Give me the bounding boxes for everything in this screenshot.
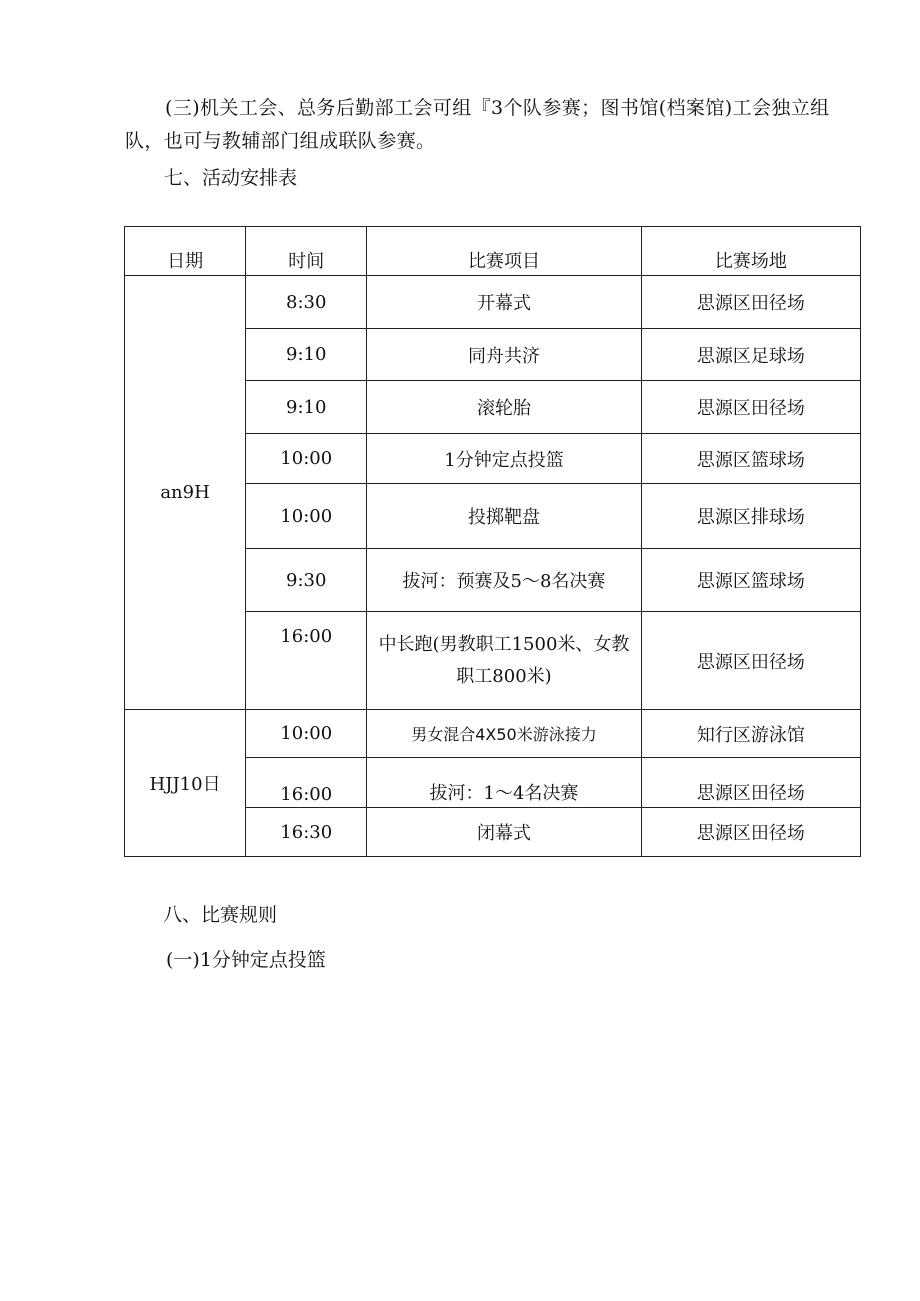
- header-date: 日期: [125, 227, 246, 276]
- time-cell: 9:10: [246, 381, 367, 434]
- paragraph-union-teams: (三)机关工会、总务后勤部工会可组『3个队参赛；图书馆(档案馆)工会独立组队，也可与教辅部门组成联队参赛。: [125, 97, 830, 152]
- event-cell: 拔河：预赛及5～8名决赛: [367, 549, 641, 612]
- event-cell: 中长跑(男教职工1500米、女教职工800米): [367, 612, 641, 710]
- header-event: 比赛项目: [367, 227, 641, 276]
- venue-cell: 思源区田径场: [641, 276, 860, 329]
- time-cell: 9:30: [246, 549, 367, 612]
- event-cell: 同舟共济: [367, 329, 641, 381]
- schedule-table: [124, 226, 861, 857]
- venue-cell: 思源区田径场: [641, 758, 860, 808]
- time-cell: 10:00: [246, 434, 367, 484]
- time-cell: 10:00: [246, 710, 367, 758]
- venue-cell: 思源区足球场: [641, 329, 860, 381]
- table-header-row: [125, 227, 861, 276]
- event-cell: 1分钟定点投篮: [367, 434, 641, 484]
- venue-cell: 思源区田径场: [641, 612, 860, 710]
- time-cell: 10:00: [246, 484, 367, 549]
- event-cell: 投掷靶盘: [367, 484, 641, 549]
- venue-cell: 思源区田径场: [641, 381, 860, 434]
- section-heading-rules: 八、比赛规则: [163, 904, 278, 926]
- subsection-heading-shooting: (一)1分钟定点投篮: [166, 949, 326, 971]
- time-cell: 16:00: [246, 612, 367, 710]
- time-cell: 16:30: [246, 808, 367, 857]
- time-cell: 16:00: [246, 758, 367, 808]
- venue-cell: 知行区游泳馆: [641, 710, 860, 758]
- venue-cell: 思源区篮球场: [641, 549, 860, 612]
- event-cell: 男女混合4X50米游泳接力: [367, 710, 641, 758]
- header-venue: 比赛场地: [641, 227, 860, 276]
- time-cell: 9:10: [246, 329, 367, 381]
- event-cell: 滚轮胎: [367, 381, 641, 434]
- event-cell: 闭幕式: [367, 808, 641, 857]
- date-cell-day1: an9H: [125, 276, 246, 710]
- venue-cell: 思源区排球场: [641, 484, 860, 549]
- event-cell: 开幕式: [367, 276, 641, 329]
- venue-cell: 思源区篮球场: [641, 434, 860, 484]
- table-row: [125, 710, 861, 758]
- header-time: 时间: [246, 227, 367, 276]
- time-cell: 8:30: [246, 276, 367, 329]
- section-heading-schedule: 七、活动安排表: [164, 167, 298, 189]
- venue-cell: 思源区田径场: [641, 808, 860, 857]
- table-row: [125, 276, 861, 329]
- date-cell-day2: HJJ10日: [125, 710, 246, 857]
- event-cell: 拔河：1～4名决赛: [367, 758, 641, 808]
